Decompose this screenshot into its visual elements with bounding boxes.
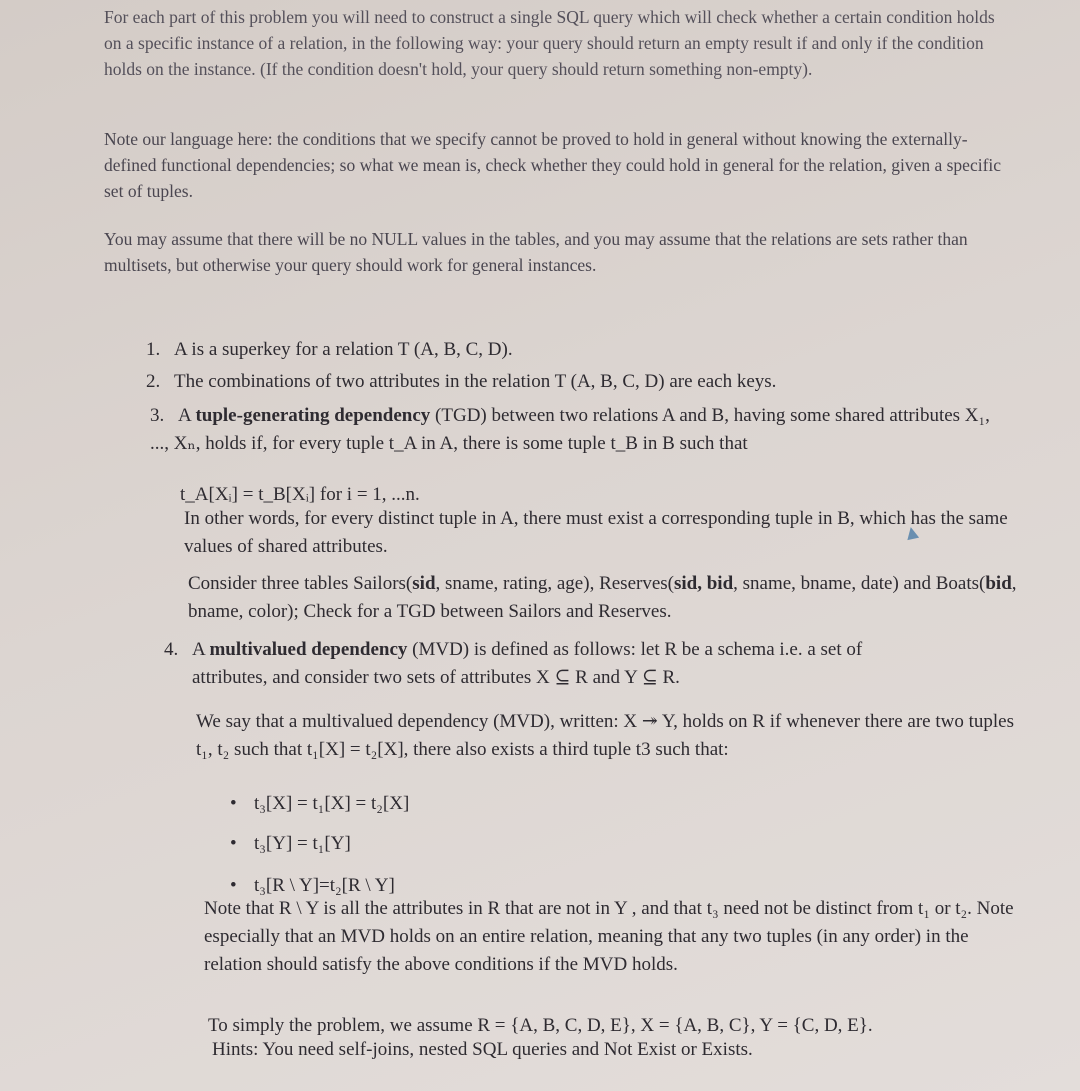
item-4-definition: We say that a multivalued dependency (MVD), written: X ↠ Y, holds on R if whenever there are two tuples t₁, t₂ such that t₁[X] = t₂[X], there also exists a third tuple t3 such that: [196,711,1014,760]
simplify-assumption: To simply the problem, we assume R = {A, B, C, D, E}, X = {A, B, C}, Y = {C, D, E}. [208,1015,873,1036]
item-2 [146,368,776,396]
intro-paragraph-1: For each part of this problem you will need to construct a single SQL query which will check whether a certain condition holds on a specific instance of a relation, in the following way: your query should return an empty result if and only if the condition holds on the instance. (If the condition doesn't hold, your query should return something non-empty). [104,7,995,79]
item-3-number: 3. [150,405,165,426]
bullet-icon: • [230,875,237,896]
bullet-text-2: t₃[Y] = t₁[Y] [254,833,351,854]
item-3-explanation: In other words, for every distinct tuple in A, there must exist a corresponding tuple in B, which has the same values of shared attributes. [184,508,1008,557]
item-3 [150,402,1010,458]
item-4-text-post: (MVD) is defined as follows: let R be a schema i.e. a set of [407,639,863,660]
bullet-text-1: t₃[X] = t₁[X] = t₂[X] [254,793,410,814]
consider-sid-bid: sid, bid [673,573,734,594]
item-3-term: tuple-generating dependency [195,405,431,426]
item-2-text: The combinations of two attributes in the relation T (A, B, C, D) are each keys. [174,371,777,392]
consider-sid: sid [412,573,436,594]
item-4 [164,636,1020,664]
bullet-text-3: t₃[R \ Y]=t₂[R \ Y] [254,875,395,896]
item-4-term: multivalued dependency [209,639,408,660]
list-item [230,790,409,818]
item-3-text-pre: A [178,405,196,426]
item-4-line-2: attributes, and consider two sets of attributes X ⊆ R and Y ⊆ R. [192,667,680,688]
list-item [230,830,351,858]
item-3-consider [188,570,1018,626]
item-4-number: 4. [164,639,179,660]
consider-part-1: Consider three tables Sailors( [188,573,413,594]
item-4-text-pre: A [192,639,210,660]
item-3-text-post: (TGD) between two relations A and B, having some shared attributes X₁, ..., Xₙ, holds if, for every tuple t_A in A, there is some tuple t_B in B such that [150,405,990,454]
consider-bid: bid [985,573,1012,594]
item-1-text: A is a superkey for a relation T (A, B, C, D). [174,339,513,360]
hints-line: Hints: You need self-joins, nested SQL queries and Not Exist or Exists. [212,1039,753,1060]
item-2-number: 2. [146,371,161,392]
item-1 [146,336,513,364]
consider-part-4: , bname, color); Check for a TGD between Sailors and Reserves. [188,573,1017,622]
intro-paragraph-3: You may assume that there will be no NULL values in the tables, and you may assume that the relations are sets rather than multisets, but otherwise your query should work for general instances. [104,229,968,275]
bullet-icon: • [230,793,237,814]
consider-part-2: , sname, rating, age), Reserves( [435,573,674,594]
mvd-note: Note that R \ Y is all the attributes in R that are not in Y , and that t₃ need not be distinct from t₁ or t₂. Note especially that an MVD holds on an entire relation, meaning that any two tuples (in any order) in the relation should satisfy the above conditions if the MVD holds. [204,898,1014,975]
bullet-icon: • [230,833,237,854]
item-1-number: 1. [146,339,161,360]
intro-paragraph-2: Note our language here: the conditions that we specify cannot be proved to hold in general without knowing the externally-defined functional dependencies; so what we mean is, check whether they could hold in general for the relation, given a specific set of tuples. [104,129,1002,201]
item-3-formula: t_A[Xᵢ] = t_B[Xᵢ] for i = 1, ...n. [180,484,420,505]
consider-part-3: , sname, bname, date) and Boats( [733,573,986,594]
mouse-cursor-icon [905,526,919,540]
